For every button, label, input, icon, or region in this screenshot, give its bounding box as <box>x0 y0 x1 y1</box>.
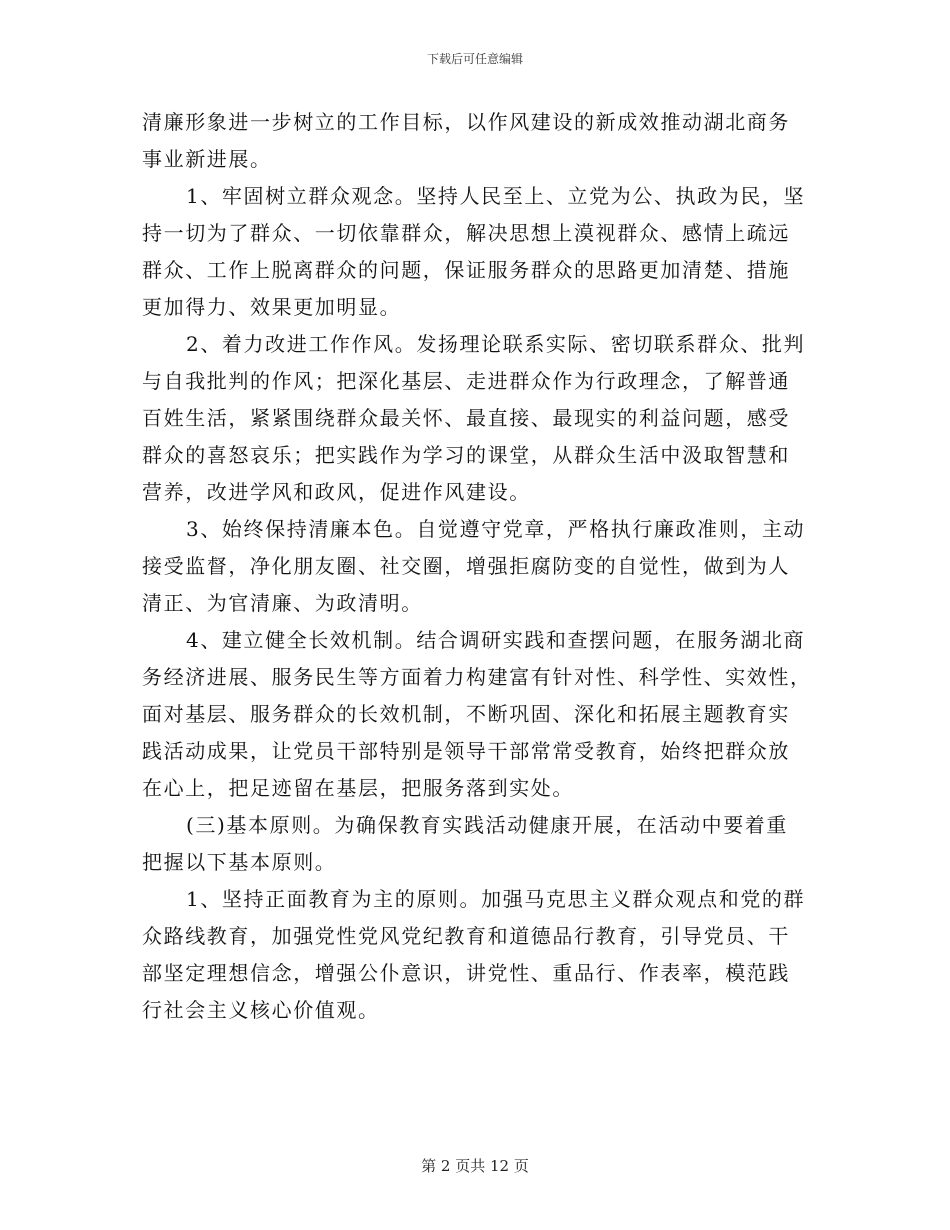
text-line: 众路线教育，加强党性党风党纪教育和道德品行教育，引导党员、干 <box>142 924 790 948</box>
text-line: 面对基层、服务群众的长效机制，不断巩固、深化和拓展主题教育实 <box>142 702 790 726</box>
text-line: 事业新进展。 <box>142 147 272 171</box>
text-line: 把握以下基本原则。 <box>142 850 337 874</box>
text-line: 更加得力、效果更加明显。 <box>142 295 402 319</box>
text-line: 清正、为官清廉、为政清明。 <box>142 591 423 615</box>
text-line: 清廉形象进一步树立的工作目标，以作风建设的新成效推动湖北商务 <box>142 110 790 134</box>
text-line: 1、牢固树立群众观念。坚持人民至上、立党为公、执政为民，坚 <box>186 184 806 208</box>
paragraph-point-3 <box>142 511 808 622</box>
text-line: (三)基本原则。为确保教育实践活动健康开展，在活动中要着重 <box>186 813 789 837</box>
document-body <box>142 104 812 1029</box>
paragraph-point-4 <box>142 622 812 807</box>
text-line: 与自我批判的作风；把深化基层、走进群众作为行政理念，了解普通 <box>142 369 790 393</box>
page-footer: 第 2 页共 12 页 <box>421 1157 529 1175</box>
text-line: 百姓生活，紧紧围绕群众最关怀、最直接、最现实的利益问题，感受 <box>142 406 790 430</box>
text-line: 群众、工作上脱离群众的问题，保证服务群众的思路更加清楚、措施 <box>142 258 790 282</box>
text-line: 群众的喜怒哀乐；把实践作为学习的课堂，从群众生活中汲取智慧和 <box>142 443 790 467</box>
text-line: 2、着力改进工作作风。发扬理论联系实际、密切联系群众、批判 <box>186 332 806 356</box>
text-line: 在心上，把足迹留在基层，把服务落到实处。 <box>142 776 574 800</box>
text-line: 务经济进展、服务民生等方面着力构建富有针对性、科学性、实效性， <box>142 665 812 689</box>
paragraph-point-1 <box>142 178 808 326</box>
text-line: 践活动成果，让党员干部特别是领导干部常常受教育，始终把群众放 <box>142 739 790 763</box>
text-line: 接受监督，净化朋友圈、社交圈，增强拒腐防变的自觉性，做到为人 <box>142 554 790 578</box>
paragraph-point-2 <box>142 326 808 511</box>
text-line: 营养，改进学风和政风，促进作风建设。 <box>142 480 531 504</box>
text-line: 1、坚持正面教育为主的原则。加强马克思主义群众观点和党的群 <box>186 887 806 911</box>
text-line: 持一切为了群众、一切依靠群众，解决思想上漠视群众、感情上疏远 <box>142 221 790 245</box>
text-line: 3、始终保持清廉本色。自觉遵守党章，严格执行廉政准则，主动 <box>186 517 806 541</box>
text-line: 行社会主义核心价值观。 <box>142 998 380 1022</box>
text-line: 4、建立健全长效机制。结合调研实践和查摆问题，在服务湖北商 <box>186 628 806 652</box>
paragraph-intro <box>142 104 808 178</box>
paragraph-principle-1 <box>142 881 808 1029</box>
page-header: 下载后可任意编辑 <box>426 52 523 66</box>
paragraph-principles <box>142 807 808 881</box>
text-line: 部坚定理想信念，增强公仆意识，讲党性、重品行、作表率，模范践 <box>142 961 790 985</box>
